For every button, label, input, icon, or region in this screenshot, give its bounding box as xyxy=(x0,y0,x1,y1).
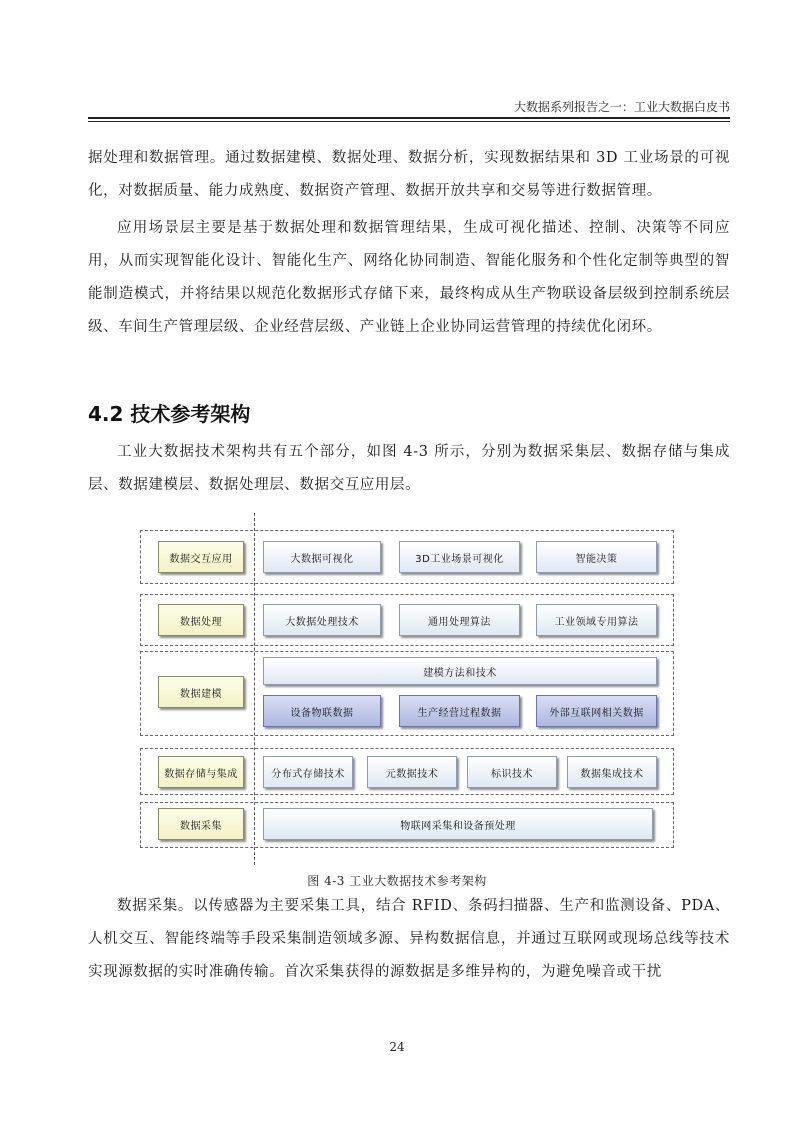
paragraph-data-management: 据处理和数据管理。通过数据建模、数据处理、数据分析，实现数据结果和 3D 工业场景的可视化，对数据质量、能力成熟度、数据资产管理、数据开放共享和交易等进行数据管理。 xyxy=(88,150,730,199)
figure-caption: 图 4-3 工业大数据技术参考架构 xyxy=(307,874,487,888)
item-big-data-visualization: 大数据可视化 xyxy=(263,541,381,573)
layer-label-application: 数据交互应用 xyxy=(158,541,244,573)
item-metadata-tech: 元数据技术 xyxy=(367,756,457,788)
item-general-algorithms: 通用处理算法 xyxy=(399,604,520,636)
item-external-internet-data: 外部互联网相关数据 xyxy=(536,695,657,727)
item-device-iot-data: 设备物联数据 xyxy=(263,695,381,727)
running-header: 大数据系列报告之一：工业大数据白皮书 xyxy=(513,100,730,114)
layer-label-processing: 数据处理 xyxy=(158,604,244,636)
layer-label-storage: 数据存储与集成 xyxy=(158,756,244,788)
item-intelligent-decision: 智能决策 xyxy=(536,541,657,573)
paragraph-data-collection: 数据采集。以传感器为主要采集工具，结合 RFID、条码扫描器、生产和监测设备、PDA、人机交互、智能终端等手段采集制造领域多源、异构数据信息，并通过互联网或现场总线等技术实现源数据的实时准确传输。首次采集获得的源数据是多维异构的，为避免噪音或干扰 xyxy=(88,898,730,980)
item-industrial-algorithms: 工业领域专用算法 xyxy=(536,604,657,636)
paragraph-application-layer: 应用场景层主要是基于数据处理和数据管理结果，生成可视化描述、控制、决策等不同应用，从而实现智能化设计、智能化生产、网络化协同制造、智能化服务和个性化定制等典型的智能制造模式，并将结果以规范化数据形式存储下来，最终构成从生产物联设备层级到控制系统层级、车间生产管理层级、企业经营层级、产业链上企业协同运营管理的持续优化闭环。 xyxy=(88,220,730,335)
header-rule xyxy=(88,117,730,119)
header-rule-thin xyxy=(88,121,730,122)
paragraph-architecture-intro: 工业大数据技术架构共有五个部分，如图 4-3 所示，分别为数据采集层、数据存储与集成层、数据建模层、数据处理层、数据交互应用层。 xyxy=(88,444,730,493)
item-identifier-tech: 标识技术 xyxy=(467,756,557,788)
section-heading: 4.2 技术参考架构 xyxy=(88,402,251,426)
layer-label-modeling: 数据建模 xyxy=(158,676,244,708)
item-modeling-methods: 建模方法和技术 xyxy=(263,657,657,685)
layer-label-collection: 数据采集 xyxy=(158,808,244,840)
item-distributed-storage: 分布式存储技术 xyxy=(263,756,353,788)
page-number: 24 xyxy=(389,1040,405,1054)
item-3d-scene-visualization: 3D工业场景可视化 xyxy=(399,541,520,573)
item-production-process-data: 生产经营过程数据 xyxy=(399,695,520,727)
item-data-integration: 数据集成技术 xyxy=(567,756,657,788)
item-big-data-processing-tech: 大数据处理技术 xyxy=(263,604,381,636)
item-iot-collection: 物联网采集和设备预处理 xyxy=(263,808,653,840)
